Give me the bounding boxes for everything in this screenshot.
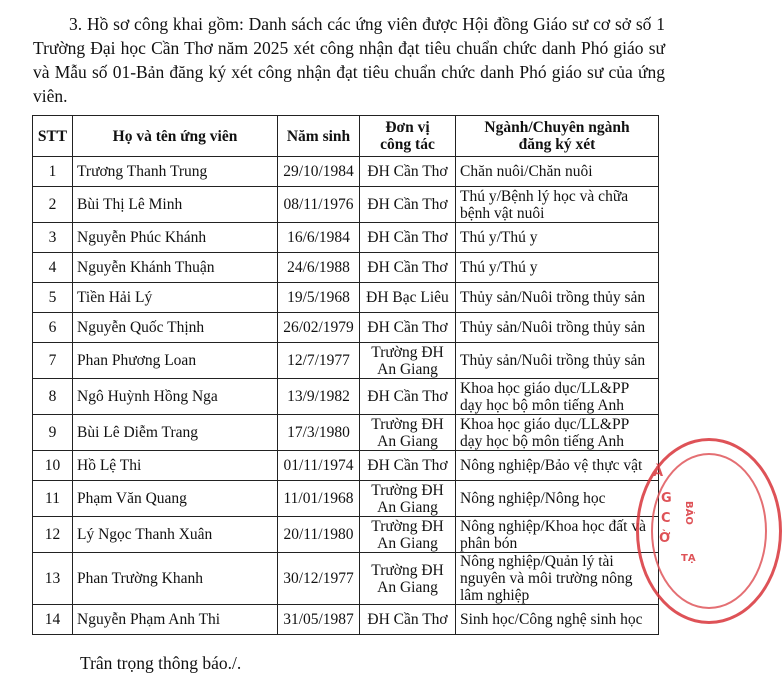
cell-stt: 14: [33, 605, 73, 635]
cell-name: Bùi Thị Lê Minh: [73, 187, 278, 223]
table-row: [33, 187, 659, 223]
cell-name: Nguyễn Phạm Anh Thi: [73, 605, 278, 635]
cell-field: Thú y/Thú y: [456, 223, 659, 253]
table-row: [33, 553, 659, 605]
cell-dob: 12/7/1977: [278, 343, 360, 379]
candidates-table: [32, 115, 659, 635]
cell-org: Trường ĐH An Giang: [360, 481, 456, 517]
cell-name: Trương Thanh Trung: [73, 157, 278, 187]
cell-stt: 11: [33, 481, 73, 517]
cell-dob: 30/12/1977: [278, 553, 360, 605]
cell-name: Nguyễn Phúc Khánh: [73, 223, 278, 253]
table-row: [33, 343, 659, 379]
cell-field: Chăn nuôi/Chăn nuôi: [456, 157, 659, 187]
cell-org: ĐH Cần Thơ: [360, 223, 456, 253]
cell-dob: 24/6/1988: [278, 253, 360, 283]
cell-name: Tiền Hải Lý: [73, 283, 278, 313]
cell-org: Trường ĐH An Giang: [360, 415, 456, 451]
official-seal-inner-ring: [651, 453, 767, 609]
table-row: [33, 253, 659, 283]
seal-glyph: TẠ: [681, 553, 696, 564]
cell-stt: 9: [33, 415, 73, 451]
cell-dob: 31/05/1987: [278, 605, 360, 635]
cell-field: Thủy sản/Nuôi trồng thủy sản: [456, 313, 659, 343]
cell-field: Nông nghiệp/Quản lý tài nguyên và môi trường nông lâm nghiệp: [456, 553, 659, 605]
cell-field: Nông nghiệp/Khoa học đất và phân bón: [456, 517, 659, 553]
cell-stt: 4: [33, 253, 73, 283]
cell-org: ĐH Cần Thơ: [360, 253, 456, 283]
cell-org: ĐH Cần Thơ: [360, 313, 456, 343]
seal-glyph: BÁO: [683, 501, 694, 525]
cell-name: Lý Ngọc Thanh Xuân: [73, 517, 278, 553]
header-stt: STT: [33, 116, 73, 157]
cell-dob: 20/11/1980: [278, 517, 360, 553]
cell-stt: 13: [33, 553, 73, 605]
cell-dob: 08/11/1976: [278, 187, 360, 223]
header-dob: Năm sinh: [278, 116, 360, 157]
table-row: [33, 223, 659, 253]
cell-field: Sinh học/Công nghệ sinh học: [456, 605, 659, 635]
header-org: [360, 116, 456, 157]
cell-name: Ngô Huỳnh Hồng Nga: [73, 379, 278, 415]
table-row: [33, 451, 659, 481]
header-field: [456, 116, 659, 157]
cell-stt: 6: [33, 313, 73, 343]
cell-dob: 29/10/1984: [278, 157, 360, 187]
cell-field: Khoa học giáo dục/LL&PP dạy học bộ môn tiếng Anh: [456, 379, 659, 415]
seal-glyph: C: [661, 511, 671, 526]
cell-org: ĐH Cần Thơ: [360, 187, 456, 223]
cell-name: Nguyễn Khánh Thuận: [73, 253, 278, 283]
table-row: [33, 157, 659, 187]
cell-org: ĐH Cần Thơ: [360, 451, 456, 481]
header-field-line2: đăng ký xét: [518, 136, 596, 153]
table-row: [33, 517, 659, 553]
cell-name: Hồ Lệ Thi: [73, 451, 278, 481]
seal-glyph: G: [661, 491, 672, 506]
cell-dob: 26/02/1979: [278, 313, 360, 343]
seal-glyph: À: [653, 465, 664, 480]
cell-field: Thủy sản/Nuôi trồng thủy sản: [456, 343, 659, 379]
table-row: [33, 313, 659, 343]
cell-field: Nông nghiệp/Bảo vệ thực vật: [456, 451, 659, 481]
cell-name: Phan Phương Loan: [73, 343, 278, 379]
cell-stt: 5: [33, 283, 73, 313]
header-field-line1: Ngành/Chuyên ngành: [484, 119, 630, 136]
cell-stt: 8: [33, 379, 73, 415]
seal-glyph: Ờ: [659, 531, 671, 546]
cell-field: Thú y/Bệnh lý học và chữa bệnh vật nuôi: [456, 187, 659, 223]
header-org-line2: công tác: [380, 136, 435, 153]
table-row: [33, 379, 659, 415]
table-header-row: [33, 116, 659, 157]
cell-org: ĐH Cần Thơ: [360, 605, 456, 635]
cell-org: Trường ĐH An Giang: [360, 343, 456, 379]
cell-org: ĐH Bạc Liêu: [360, 283, 456, 313]
header-org-line1: Đơn vị: [385, 119, 430, 136]
cell-stt: 1: [33, 157, 73, 187]
cell-dob: 17/3/1980: [278, 415, 360, 451]
cell-org: ĐH Cần Thơ: [360, 157, 456, 187]
cell-field: Thủy sản/Nuôi trồng thủy sản: [456, 283, 659, 313]
table-row: [33, 481, 659, 517]
cell-field: Thú y/Thú y: [456, 253, 659, 283]
table-row: [33, 283, 659, 313]
cell-name: Nguyễn Quốc Thịnh: [73, 313, 278, 343]
intro-paragraph: 3. Hồ sơ công khai gồm: Danh sách các ứng viên được Hội đồng Giáo sư cơ sở số 1 Trường Đại học Cần Thơ năm 2025 xét công nhận đạt tiêu chuẩn chức danh Phó giáo sư và Mẫu số 01-Bản đăng ký xét công nhận đạt tiêu chuẩn chức danh Phó giáo sư của ứng viên.: [33, 14, 665, 106]
cell-stt: 10: [33, 451, 73, 481]
cell-stt: 7: [33, 343, 73, 379]
cell-dob: 16/6/1984: [278, 223, 360, 253]
cell-field: Khoa học giáo dục/LL&PP dạy học bộ môn tiếng Anh: [456, 415, 659, 451]
cell-name: Bùi Lê Diễm Trang: [73, 415, 278, 451]
header-name: Họ và tên ứng viên: [73, 116, 278, 157]
cell-org: ĐH Cần Thơ: [360, 379, 456, 415]
closing-text: Trân trọng thông báo./.: [80, 653, 242, 673]
cell-dob: 13/9/1982: [278, 379, 360, 415]
cell-org: Trường ĐH An Giang: [360, 553, 456, 605]
cell-dob: 11/01/1968: [278, 481, 360, 517]
cell-field: Nông nghiệp/Nông học: [456, 481, 659, 517]
cell-stt: 2: [33, 187, 73, 223]
cell-name: Phan Trường Khanh: [73, 553, 278, 605]
table-row: [33, 415, 659, 451]
cell-name: Phạm Văn Quang: [73, 481, 278, 517]
cell-stt: 12: [33, 517, 73, 553]
cell-stt: 3: [33, 223, 73, 253]
cell-org: Trường ĐH An Giang: [360, 517, 456, 553]
table-row: [33, 605, 659, 635]
cell-dob: 01/11/1974: [278, 451, 360, 481]
cell-dob: 19/5/1968: [278, 283, 360, 313]
